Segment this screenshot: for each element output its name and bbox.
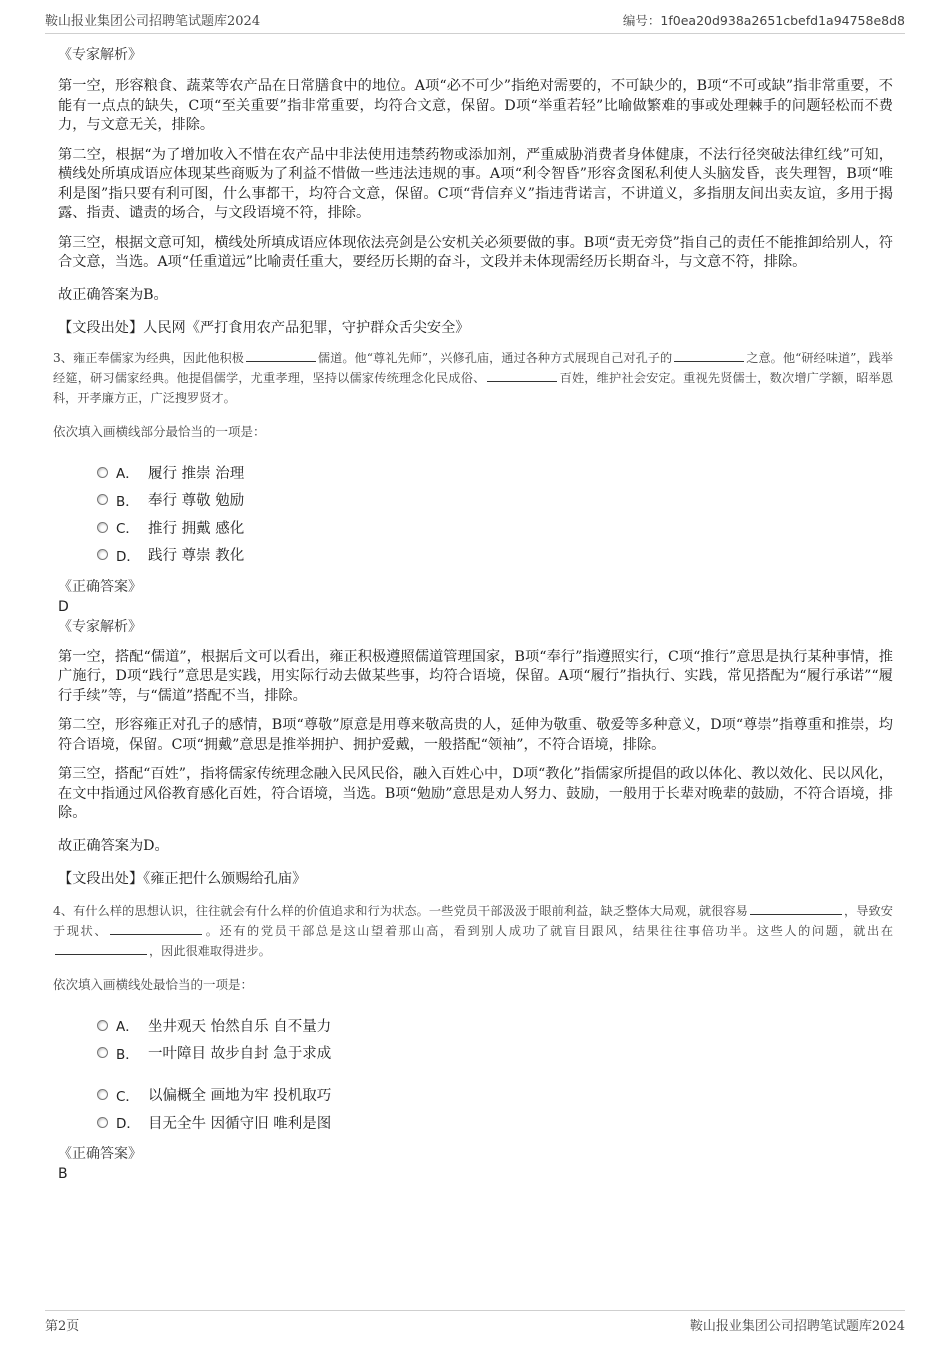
fill-blank bbox=[110, 922, 202, 935]
question-prompt: 依次填入画横线处最恰当的一项是： bbox=[53, 977, 254, 992]
option-letter: B． bbox=[116, 1046, 139, 1063]
option-c[interactable] bbox=[97, 514, 893, 540]
option-b[interactable] bbox=[97, 1040, 893, 1066]
option-list bbox=[97, 1012, 893, 1135]
option-letter: A． bbox=[116, 466, 139, 482]
radio-icon[interactable] bbox=[97, 1020, 108, 1031]
conclusion: 故正确答案为B。 bbox=[58, 286, 168, 303]
option-a[interactable] bbox=[97, 459, 893, 485]
option-a[interactable] bbox=[97, 1012, 893, 1038]
header-code: 编号：1f0ea20d938a2651cbefd1a94758e8d8 bbox=[622, 13, 905, 28]
correct-answer: D bbox=[58, 598, 69, 615]
fill-blank bbox=[246, 349, 316, 362]
option-text: 以偏概全 画地为牢 投机取巧 bbox=[148, 1088, 332, 1104]
question-text: ，因此很难取得进步。 bbox=[149, 944, 271, 958]
conclusion: 故正确答案为D。 bbox=[58, 837, 169, 854]
question-3-stem bbox=[53, 348, 893, 408]
option-letter: A． bbox=[116, 1019, 139, 1035]
fill-blank bbox=[55, 942, 147, 955]
option-text: 目无全牛 因循守旧 唯利是图 bbox=[148, 1115, 332, 1132]
header-title: 鞍山报业集团公司招聘笔试题库2024 bbox=[45, 14, 261, 29]
option-text: 践行 尊崇 教化 bbox=[148, 548, 245, 564]
expert-analysis-label: 《专家解析》 bbox=[58, 618, 142, 635]
option-letter: C． bbox=[116, 521, 139, 537]
question-text: ，导致安于现状、 bbox=[53, 904, 893, 938]
option-text: 履行 推崇 治理 bbox=[148, 465, 245, 482]
correct-answer-label: 《正确答案》 bbox=[58, 578, 142, 595]
option-text: 奉行 尊敬 勉励 bbox=[148, 493, 245, 509]
analysis-paragraph: 第三空，根据文意可知，横线处所填成语应体现依法亮剑是公安机关必须要做的事。B项“责无旁贷”指自己的责任不能推卸给别人，符合文意，当选。A项“任重道远”比喻责任重大，要经历长期的奋斗，文段并未体现需经历长期奋斗，与文意不符，排除。 bbox=[58, 234, 893, 270]
question-text: 。还有的党员干部总是这山望着那山高，看到别人成功了就盲目跟风，结果往往事倍功半。这些人的问题，就出在 bbox=[204, 924, 894, 938]
radio-icon[interactable] bbox=[97, 1047, 108, 1058]
radio-icon[interactable] bbox=[97, 494, 108, 505]
page-content bbox=[53, 44, 894, 1183]
correct-answer: B bbox=[58, 1166, 68, 1182]
analysis-paragraph: 第三空，搭配“百姓”，指将儒家传统理念融入民风民俗，融入百姓心中，D项“教化”指儒家所提倡的政以体化、教以效化、民以风化，在文中指通过风俗教育感化百姓，符合语境，当选。B项“勉励”意思是劝人努力、鼓励，一般用于长辈对晚辈的鼓励，不符合语境，排除。 bbox=[58, 766, 893, 821]
question-prompt: 依次填入画横线部分最恰当的一项是： bbox=[53, 424, 266, 439]
analysis-paragraph: 第二空，根据“为了增加收入不惜在农产品中非法使用违禁药物或添加剂，严重威胁消费者身体健康，不法行径突破法律红线”可知，横线处所填成语应体现某些商贩为了利益不惜做一些违法违规的事。A项“利令智昏”形容贪图私利使人头脑发昏，丧失理智，B项“唯利是图”指只要有利可图，什么事都干，均符合文意，保留。C项“背信弃义”指违背诺言，不讲道义，多指朋友间出卖友谊，多用于揭露、指责、谴责的场合，与文段语境不符，排除。 bbox=[58, 146, 893, 221]
option-text: 坐井观天 怡然自乐 自不量力 bbox=[148, 1018, 332, 1035]
option-d[interactable] bbox=[97, 1109, 893, 1135]
radio-icon[interactable] bbox=[97, 549, 108, 560]
question-text: 3、雍正奉儒家为经典，因此他积极 bbox=[53, 351, 244, 365]
radio-icon[interactable] bbox=[97, 1089, 108, 1100]
question-text: 4、有什么样的思想认识，往往就会有什么样的价值追求和行为状态。一些党员干部汲汲于眼前利益，缺乏整体大局观，就很容易 bbox=[53, 904, 748, 918]
expert-analysis-label: 《专家解析》 bbox=[58, 47, 142, 63]
option-letter: D． bbox=[116, 1116, 140, 1132]
page-header bbox=[45, 10, 905, 34]
passage-source: 【文段出处】人民网《严打食用农产品犯罪，守护群众舌尖安全》 bbox=[58, 320, 470, 336]
option-letter: D． bbox=[116, 548, 140, 565]
option-letter: C． bbox=[116, 1088, 139, 1105]
correct-answer-label: 《正确答案》 bbox=[58, 1146, 142, 1162]
question-text: 百姓，维护社会安定。重视先贤儒士，数次增广学额，昭举恩科，开孝廉方正，广泛搜罗贤才。 bbox=[53, 371, 894, 405]
passage-source: 【文段出处】《雍正把什么颁赐给孔庙》 bbox=[58, 871, 307, 887]
fill-blank bbox=[487, 369, 557, 382]
page-number: 第2页 bbox=[45, 1319, 80, 1334]
analysis-paragraph: 第一空，形容粮食、蔬菜等农产品在日常膳食中的地位。A项“必不可少”指绝对需要的，不可缺少的，B项“不可或缺”指非常重要，不能有一点点的缺失，C项“至关重要”指非常重要，均符合文意，保留。D项“举重若轻”比喻做繁难的事或处理棘手的问题轻松而不费力，与文意无关，排除。 bbox=[58, 78, 893, 133]
option-d[interactable] bbox=[97, 542, 893, 568]
option-text: 推行 拥戴 感化 bbox=[148, 520, 245, 537]
question-text: 之意。他“研经味道”，践举经筵，研习儒家经典。他提倡儒学，尤重孝理，坚持以儒家传统理念化民成俗、 bbox=[53, 351, 893, 385]
option-b[interactable] bbox=[97, 487, 893, 513]
question-4-stem bbox=[53, 901, 893, 961]
fill-blank bbox=[750, 902, 842, 915]
footer-title: 鞍山报业集团公司招聘笔试题库2024 bbox=[689, 1319, 905, 1334]
radio-icon[interactable] bbox=[97, 467, 108, 478]
radio-icon[interactable] bbox=[97, 522, 108, 533]
question-text: 儒道。他“尊礼先师”，兴修孔庙，通过各种方式展现自己对孔子的 bbox=[317, 351, 673, 365]
option-c[interactable] bbox=[97, 1082, 893, 1108]
option-list bbox=[97, 459, 893, 568]
fill-blank bbox=[674, 349, 744, 362]
radio-icon[interactable] bbox=[97, 1117, 108, 1128]
analysis-paragraph: 第二空，形容雍正对孔子的感情，B项“尊敬”原意是用尊来敬高贵的人，延伸为敬重、敬爱等多种意义，D项“尊崇”指尊重和推崇，均符合语境，保留。C项“拥戴”意思是推举拥护、拥护爱戴，一般搭配“领袖”，不符合语境，排除。 bbox=[58, 717, 893, 753]
analysis-paragraph: 第一空，搭配“儒道”，根据后文可以看出，雍正积极遵照儒道管理国家，B项“奉行”指遵照实行，C项“推行”意思是执行某种事情，推广施行，D项“践行”意思是实践，用实际行动去做某些事，均符合语境，保留。A项“履行”指执行、实践，常见搭配为“履行承诺”“履行手续”等，与“儒道”搭配不当，排除。 bbox=[58, 648, 893, 704]
option-letter: B． bbox=[116, 493, 139, 510]
page-footer bbox=[45, 1310, 905, 1334]
option-text: 一叶障目 故步自封 急于求成 bbox=[148, 1046, 332, 1062]
